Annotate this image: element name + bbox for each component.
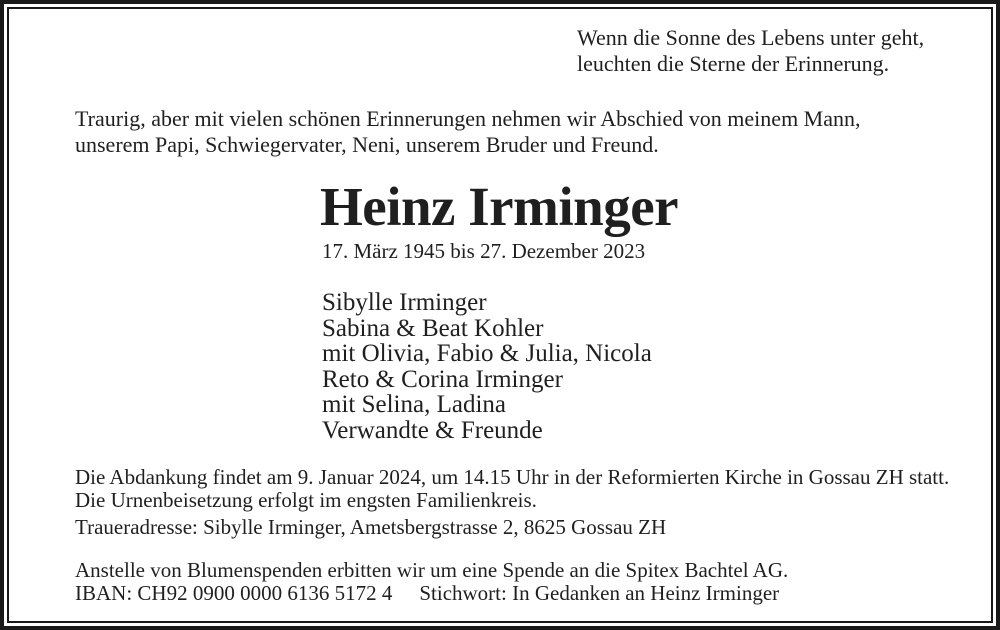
intro-line: unserem Papi, Schwiegervater, Neni, unserem Bruder und Freund. — [75, 131, 659, 157]
donation-line: Anstelle von Blumenspenden erbitten wir um eine Spende an die Spitex Bachtel AG. — [75, 558, 789, 582]
donation-note — [75, 559, 788, 605]
mourner-line: Sibylle Irminger — [322, 289, 487, 316]
mourner-line: Verwandte & Freunde — [322, 416, 543, 444]
epigraph — [577, 25, 924, 76]
mourner-line: mit Selina, Ladina — [322, 391, 506, 418]
service-info — [75, 466, 949, 512]
mourning-address: Traueradresse: Sibylle Irminger, Ametsbergstrasse 2, 8625 Gossau ZH — [75, 515, 667, 539]
intro-paragraph — [75, 106, 861, 157]
iban-value: IBAN: CH92 0900 0000 6136 5172 4 — [75, 581, 393, 605]
epigraph-line: Wenn die Sonne des Lebens unter geht, — [577, 25, 925, 50]
mourners-list — [322, 290, 652, 443]
service-line: Die Urnenbeisetzung erfolgt im engsten Familienkreis. — [75, 488, 537, 512]
service-line: Die Abdankung findet am 9. Januar 2024, um 14.15 Uhr in der Reformierten Kirche in Gossau ZH statt. — [75, 465, 950, 489]
intro-line: Traurig, aber mit vielen schönen Erinnerungen nehmen wir Abschied von meinem Mann, — [75, 106, 861, 131]
life-dates: 17. März 1945 bis 27. Dezember 2023 — [322, 239, 646, 263]
donation-keyword: Stichwort: In Gedanken an Heinz Irminger — [419, 581, 780, 605]
iban-row — [75, 582, 788, 605]
mourner-line: Reto & Corina Irminger — [322, 365, 563, 393]
deceased-name: Heinz Irminger — [320, 176, 679, 237]
epigraph-line: leuchten die Sterne der Erinnerung. — [577, 50, 890, 76]
mourner-line: Sabina & Beat Kohler — [322, 314, 544, 342]
mourner-line: mit Olivia, Fabio & Julia, Nicola — [322, 340, 652, 367]
